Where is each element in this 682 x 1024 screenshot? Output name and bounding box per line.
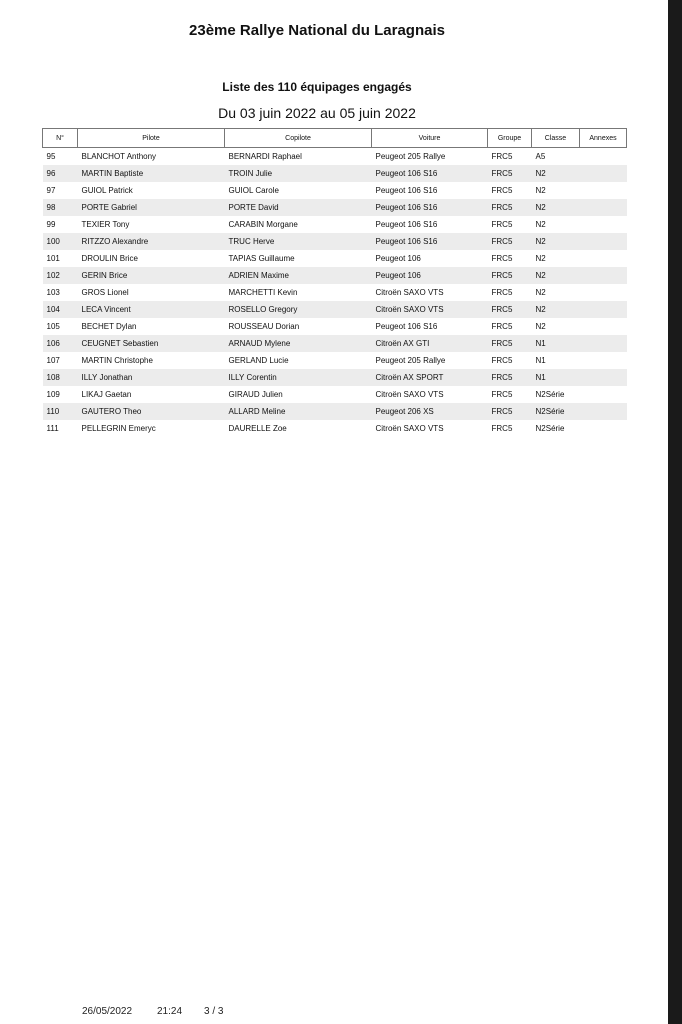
cell-groupe: FRC5 — [491, 288, 513, 297]
cell-groupe: FRC5 — [491, 322, 513, 331]
cell-groupe: FRC5 — [491, 152, 513, 161]
document-title: 23ème Rallye National du Laragnais — [189, 22, 445, 39]
cell-groupe: FRC5 — [491, 390, 513, 399]
event-dates: Du 03 juin 2022 au 05 juin 2022 — [218, 105, 416, 121]
cell-pilote: GROS Lionel — [81, 288, 129, 297]
cell-groupe: FRC5 — [488, 369, 532, 386]
cell-number: 98 — [43, 199, 78, 216]
cell-copilote: TRUC Herve — [225, 233, 372, 250]
cell-copilote: CARABIN Morgane — [228, 220, 298, 229]
cell-number: 97 — [46, 186, 56, 195]
cell-number: 108 — [43, 369, 78, 386]
table-row — [43, 284, 627, 301]
cell-annexes — [580, 403, 627, 420]
cell-number: 110 — [43, 403, 78, 420]
table-row — [43, 301, 627, 318]
cell-number: 99 — [46, 220, 56, 229]
cell-number: 104 — [43, 301, 78, 318]
table-row — [43, 352, 627, 369]
cell-voiture: Citroën SAXO VTS — [372, 301, 488, 318]
cell-pilote: DROULIN Brice — [81, 254, 138, 263]
table-row — [43, 148, 627, 166]
cell-groupe: FRC5 — [488, 165, 532, 182]
table-row — [43, 267, 627, 284]
footer-date: 26/05/2022 — [82, 1006, 133, 1017]
col-header-classe: Classe — [532, 129, 580, 148]
cell-number: 105 — [46, 322, 60, 331]
cell-annexes — [580, 216, 627, 233]
cell-number: 95 — [46, 152, 56, 161]
cell-pilote: RITZZO Alexandre — [78, 233, 225, 250]
cell-classe: N2 — [532, 233, 580, 250]
cell-classe: N2 — [535, 186, 546, 195]
cell-voiture: Citroën SAXO VTS — [375, 424, 444, 433]
cell-voiture: Peugeot 106 S16 — [372, 199, 488, 216]
cell-classe: N2Série — [532, 403, 580, 420]
cell-voiture: Peugeot 205 Rallye — [375, 152, 446, 161]
cell-copilote: BERNARDI Raphael — [228, 152, 302, 161]
col-header-groupe: Groupe — [488, 129, 532, 148]
cell-classe: N2 — [535, 254, 546, 263]
cell-pilote: GUIOL Patrick — [81, 186, 133, 195]
cell-copilote: PORTE David — [225, 199, 372, 216]
cell-pilote: PORTE Gabriel — [78, 199, 225, 216]
cell-annexes — [580, 318, 627, 335]
cell-voiture: Peugeot 205 Rallye — [375, 356, 446, 365]
cell-copilote: MARCHETTI Kevin — [228, 288, 298, 297]
footer-time: 21:24 — [157, 1006, 183, 1017]
cell-classe: N1 — [532, 369, 580, 386]
table-row — [43, 216, 627, 233]
cell-pilote: GAUTERO Theo — [78, 403, 225, 420]
cell-groupe: FRC5 — [491, 220, 513, 229]
cell-copilote: ROUSSEAU Dorian — [228, 322, 300, 331]
cell-voiture: Peugeot 206 XS — [372, 403, 488, 420]
cell-voiture: Citroën AX GTI — [372, 335, 488, 352]
cell-voiture: Peugeot 106 S16 — [375, 322, 438, 331]
cell-classe: N2 — [535, 220, 546, 229]
cell-groupe: FRC5 — [488, 335, 532, 352]
cell-classe: N2 — [532, 301, 580, 318]
cell-voiture: Citroën AX SPORT — [372, 369, 488, 386]
cell-annexes — [580, 284, 627, 301]
cell-copilote: ILLY Corentin — [225, 369, 372, 386]
cell-number: 100 — [43, 233, 78, 250]
cell-voiture: Citroën SAXO VTS — [375, 288, 444, 297]
col-header-copilote: Copilote — [225, 129, 372, 148]
cell-number: 101 — [46, 254, 60, 263]
table-row — [43, 403, 627, 420]
cell-pilote: LECA Vincent — [78, 301, 225, 318]
table-row — [43, 335, 627, 352]
table-row — [43, 420, 627, 437]
cell-groupe: FRC5 — [491, 254, 513, 263]
cell-copilote: ALLARD Meline — [225, 403, 372, 420]
cell-voiture: Peugeot 106 S16 — [372, 165, 488, 182]
cell-voiture: Peugeot 106 — [372, 267, 488, 284]
cell-pilote: LIKAJ Gaetan — [81, 390, 132, 399]
cell-annexes — [580, 233, 627, 250]
table-row — [43, 165, 627, 182]
cell-voiture: Peugeot 106 S16 — [372, 233, 488, 250]
cell-copilote: GERLAND Lucie — [228, 356, 289, 365]
table-row — [43, 318, 627, 335]
cell-classe: N2Série — [535, 424, 565, 433]
cell-annexes — [580, 267, 627, 284]
cell-copilote: ARNAUD Mylene — [225, 335, 372, 352]
col-header-voiture: Voiture — [372, 129, 488, 148]
cell-pilote: GERIN Brice — [78, 267, 225, 284]
table-row — [43, 182, 627, 199]
cell-classe: N2 — [535, 322, 546, 331]
cell-pilote: CEUGNET Sebastien — [78, 335, 225, 352]
col-header-annexes: Annexes — [580, 129, 627, 148]
cell-classe: N2 — [532, 199, 580, 216]
table-body — [43, 148, 627, 438]
cell-number: 111 — [46, 424, 59, 433]
cell-classe: N1 — [532, 335, 580, 352]
cell-annexes — [580, 352, 627, 369]
document-subtitle: Liste des 110 équipages engagés — [222, 80, 412, 94]
cell-number: 107 — [46, 356, 60, 365]
cell-pilote: ILLY Jonathan — [78, 369, 225, 386]
cell-pilote: PELLEGRIN Emeryc — [81, 424, 156, 433]
table-header-row — [43, 129, 627, 148]
cell-voiture: Peugeot 106 — [375, 254, 421, 263]
cell-copilote: TROIN Julie — [225, 165, 372, 182]
cell-number: 106 — [43, 335, 78, 352]
cell-annexes — [580, 301, 627, 318]
cell-annexes — [580, 250, 627, 267]
cell-classe: N2Série — [535, 390, 565, 399]
cell-pilote: MARTIN Christophe — [81, 356, 153, 365]
cell-classe: N1 — [535, 356, 546, 365]
cell-copilote: TAPIAS Guillaume — [228, 254, 295, 263]
cell-classe: N2 — [532, 267, 580, 284]
cell-groupe: FRC5 — [488, 199, 532, 216]
cell-annexes — [580, 165, 627, 182]
cell-copilote: DAURELLE Zoe — [228, 424, 287, 433]
cell-pilote: TEXIER Tony — [81, 220, 130, 229]
cell-copilote: GIRAUD Julien — [228, 390, 283, 399]
cell-annexes — [580, 182, 627, 199]
cell-number: 103 — [46, 288, 60, 297]
cell-number: 102 — [43, 267, 78, 284]
col-header-number: N° — [43, 129, 78, 148]
table-row — [43, 369, 627, 386]
cell-pilote: BLANCHOT Anthony — [81, 152, 157, 161]
cell-voiture: Peugeot 106 S16 — [375, 186, 438, 195]
cell-annexes — [580, 369, 627, 386]
cell-classe: A5 — [535, 152, 546, 161]
cell-groupe: FRC5 — [491, 424, 513, 433]
cell-groupe: FRC5 — [488, 301, 532, 318]
cell-copilote: ROSELLO Gregory — [225, 301, 372, 318]
cell-groupe: FRC5 — [491, 356, 513, 365]
cell-annexes — [580, 335, 627, 352]
cell-groupe: FRC5 — [488, 233, 532, 250]
entries-table — [42, 128, 627, 437]
cell-voiture: Citroën SAXO VTS — [375, 390, 444, 399]
cell-classe: N2 — [535, 288, 546, 297]
footer-page: 3 / 3 — [204, 1006, 224, 1017]
cell-copilote: GUIOL Carole — [228, 186, 279, 195]
cell-annexes — [580, 420, 627, 437]
cell-annexes — [580, 148, 627, 166]
cell-groupe: FRC5 — [488, 267, 532, 284]
table-row — [43, 199, 627, 216]
cell-annexes — [580, 386, 627, 403]
cell-number: 96 — [43, 165, 78, 182]
cell-annexes — [580, 199, 627, 216]
cell-pilote: MARTIN Baptiste — [78, 165, 225, 182]
cell-groupe: FRC5 — [491, 186, 513, 195]
cell-pilote: BECHET Dylan — [81, 322, 137, 331]
table-row — [43, 233, 627, 250]
cell-copilote: ADRIEN Maxime — [225, 267, 372, 284]
table-row — [43, 386, 627, 403]
cell-number: 109 — [46, 390, 60, 399]
col-header-pilote: Pilote — [78, 129, 225, 148]
table-row — [43, 250, 627, 267]
cell-classe: N2 — [532, 165, 580, 182]
cell-voiture: Peugeot 106 S16 — [375, 220, 438, 229]
cell-groupe: FRC5 — [488, 403, 532, 420]
